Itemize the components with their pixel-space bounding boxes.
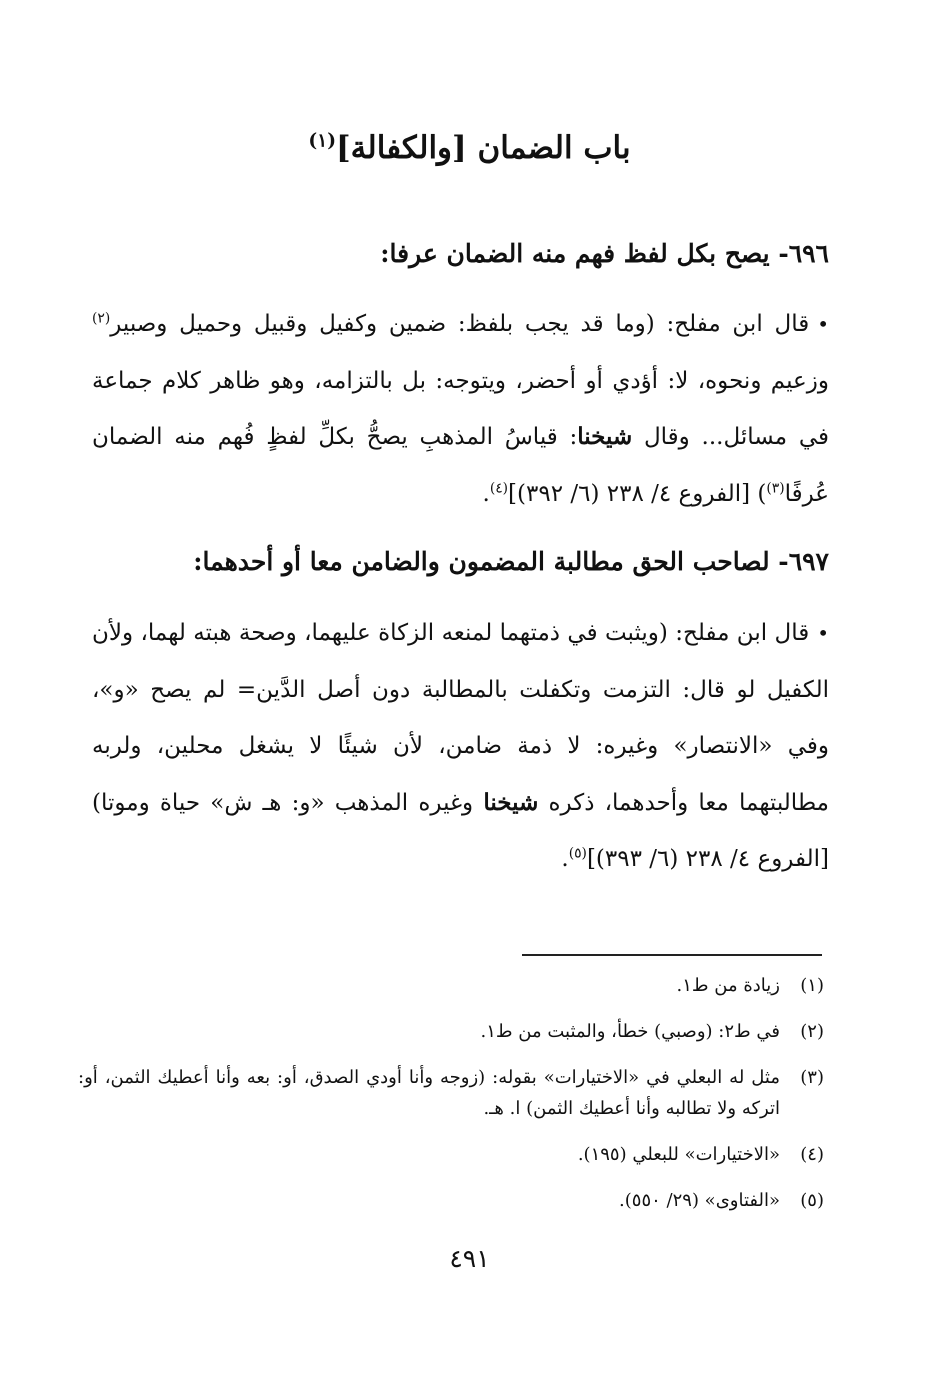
footnote-ref: (٣) bbox=[766, 479, 785, 496]
footnote-text: مثل له البعلي في «الاختيارات» بقوله: (زوجه وأنا أودي الصدق، أو: بعه وأنا أعطيك الثمن، أو: اتركه ولا تطالبه وأنا أعطيك الثمن) ا. هـ. bbox=[78, 1067, 780, 1119]
paragraph-text: وزعيم ونحوه، لا: أؤدي أو أحضر، ويتوجه: بل بالتزامه، وهو ظاهر كلام جماعة في مسائل... وقال bbox=[92, 367, 829, 450]
issue-heading-text: ٦٩٧- لصاحب الحق مطالبة المضمون والضامن معا أو أحدهما: bbox=[193, 547, 829, 576]
footnote bbox=[78, 1139, 824, 1170]
footnote-ref: (١) bbox=[308, 130, 337, 152]
sheikh-name: شيخنا bbox=[577, 423, 633, 450]
issue-heading bbox=[80, 544, 829, 580]
footnote-text: في ط٢: (وصبي) خطأ، والمثبت من ط١. bbox=[480, 1021, 780, 1042]
footnote-text: زيادة من ط١. bbox=[676, 975, 780, 996]
paragraph-end: . bbox=[561, 846, 569, 872]
footnote-divider bbox=[522, 954, 822, 956]
bullet-icon: • bbox=[817, 312, 829, 336]
paragraph-text: : قياسُ المذهبِ يصحُّ بكلِّ لفظٍ فُهم منه الضمان عُرفًا bbox=[92, 424, 829, 507]
footnotes bbox=[78, 970, 824, 1231]
footnote bbox=[78, 970, 824, 1001]
footnote-ref: (٢) bbox=[92, 310, 111, 327]
footnote-number: (١) bbox=[800, 975, 824, 996]
footnote bbox=[78, 1185, 824, 1216]
bullet-icon: • bbox=[817, 621, 829, 645]
page-number: ٤٩١ bbox=[449, 1244, 490, 1273]
issue-paragraph bbox=[92, 605, 829, 888]
issue-paragraph bbox=[92, 296, 829, 522]
source-reference: ) [الفروع ٤/ ٢٣٨ (٦/ ٣٩٢)] bbox=[508, 480, 767, 507]
footnote bbox=[78, 1016, 824, 1047]
issue-heading-text: ٦٩٦- يصح بكل لفظ فهم منه الضمان عرفا: bbox=[380, 239, 829, 268]
footnote-number: (٥) bbox=[800, 1190, 824, 1211]
sheikh-name: شيخنا bbox=[483, 788, 539, 816]
issue-heading bbox=[80, 236, 829, 272]
footnote-text: «الفتاوى» (٢٩/ ٥٥٠). bbox=[619, 1190, 780, 1211]
footnote-ref: (٤) bbox=[489, 479, 509, 496]
paragraph-text: قال ابن مفلح: (وما قد يجب بلفظ: ضمين وكفيل وقبيل وحميل وصبير bbox=[110, 311, 810, 337]
chapter-title-text: باب الضمان [والكفالة] bbox=[336, 130, 631, 166]
footnote-number: (٢) bbox=[800, 1021, 824, 1042]
paragraph-text: وغيره المذهب «و: هـ ش» حياة وموتا) [الفروع ٤/ ٢٣٨ (٦/ ٣٩٣)] bbox=[92, 789, 829, 872]
footnote bbox=[78, 1062, 824, 1124]
footnote-number: (٣) bbox=[800, 1067, 824, 1088]
paragraph-end: . bbox=[482, 480, 490, 507]
paragraph-text: قال ابن مفلح: (ويثبت في ذمتهما لمنعه الزكاة عليهما، وصحة هبته لهما، ولأن الكفيل لو قال: التزمت وتكفلت بالمطالبة دون أصل الدَّين= لم يصح «و»، وفي «الانتصار» وغيره: لا ذمة ضامن، لأن شيئًا لا يشغل محلين، ولربه مطالبتهما معا وأحدهما، ذكره bbox=[92, 620, 830, 816]
chapter-title bbox=[100, 128, 839, 168]
footnote-text: «الاختيارات» للبعلي (١٩٥). bbox=[577, 1144, 780, 1165]
footnote-ref: (٥) bbox=[568, 845, 587, 862]
footnote-number: (٤) bbox=[800, 1144, 824, 1165]
